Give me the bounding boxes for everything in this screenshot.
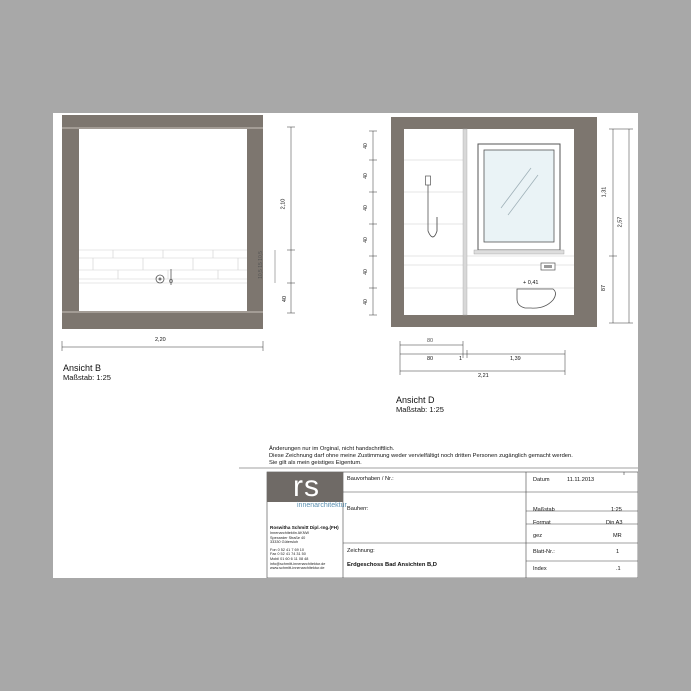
drawn-label: gez [533, 533, 543, 539]
view-d-upper-dim: 1,31 [601, 186, 608, 198]
copyright-note-1: Änderungen nur im Orginal, nicht handschriftlich. [269, 446, 395, 452]
index-label: Index [533, 566, 547, 572]
view-d-shelf-dim: 80 [427, 338, 434, 344]
view-b-tile-dim: 10,5 15 10,5 [257, 251, 264, 279]
view-d-title: Ansicht D [396, 395, 435, 405]
format-value: Din A3 [606, 520, 623, 526]
copyright-note-2: Diese Zeichnung darf ohne meine Zustimmung weder vervielfältigt noch dritten Personen zugänglich gemacht werden. [269, 453, 573, 459]
date-label: Datum [533, 477, 550, 483]
logo-subtitle: innenarchitektur [297, 502, 347, 509]
view-b-title: Ansicht B [63, 363, 102, 373]
view-d-dim-4: 40 [362, 237, 369, 243]
view-d-scale: Maßstab: 1:25 [396, 405, 444, 414]
view-d-seg-a-dim: 80 [427, 356, 434, 362]
view-d-seg-c-dim: 1,39 [510, 356, 521, 362]
scale-value: 1:25 [611, 507, 622, 513]
copyright-note-3: Sie gilt als mein geistiges Eigentum. [269, 460, 362, 466]
view-d-dim-6: 40 [362, 299, 369, 305]
view-d-overall-dim: 2,21 [478, 373, 489, 379]
drawing-name: Erdgeschoss Bad Ansichten B,D [347, 562, 437, 568]
view-b-scale: Maßstab: 1:25 [63, 373, 111, 382]
sheet-value: 1 [616, 549, 620, 555]
company-logo [267, 472, 343, 502]
view-d-dim-3: 40 [362, 205, 369, 211]
client-label: Bauherr: [347, 506, 369, 512]
company-name: Roswitha Schmitt Dipl.-Ing.(FH) [270, 525, 339, 530]
view-d-dim-2: 40 [362, 173, 369, 179]
view-b-bottom-dim: 40 [282, 295, 289, 303]
view-b-height-dim: 2,10 [280, 198, 287, 210]
view-d-lower-dim: 87 [601, 284, 608, 292]
drawing-label: Zeichnung: [347, 548, 375, 554]
view-b-drawing [62, 115, 295, 351]
view-d-seg-b-dim: 1 [459, 356, 463, 362]
index-value: .1 [616, 566, 621, 572]
date-value: 11.11.2013 [567, 477, 595, 483]
view-d-dim-1: 40 [362, 143, 369, 149]
view-d-drawing [369, 117, 633, 375]
view-d-dim-5: 40 [362, 269, 369, 275]
scale-label: Maßstab [533, 507, 555, 513]
view-d-wc-level: + 0,41 [523, 280, 539, 286]
company-address: Innenarchitektin AKNW Spexarder Straße 40 33330 Gütersloh Fon 0 52 41 7 69 10 Fax 0 52 41 74 31 50 Mobil 01 60 6 11 08 48 info@schmitt-innenarchitektur.de www.schmitt-innenarchitektur.de [270, 531, 326, 571]
project-label: Bauvorhaben / Nr.: [347, 476, 394, 482]
format-label: Format [533, 520, 551, 526]
view-d-total-dim: 2,57 [617, 216, 624, 228]
view-b-width-dim: 2,20 [155, 337, 166, 343]
drawn-value: MR [613, 533, 622, 539]
logo-rs-text: rs [293, 470, 320, 503]
sheet-label: Blatt-Nr.: [533, 549, 555, 555]
drawing-sheet [53, 113, 638, 578]
